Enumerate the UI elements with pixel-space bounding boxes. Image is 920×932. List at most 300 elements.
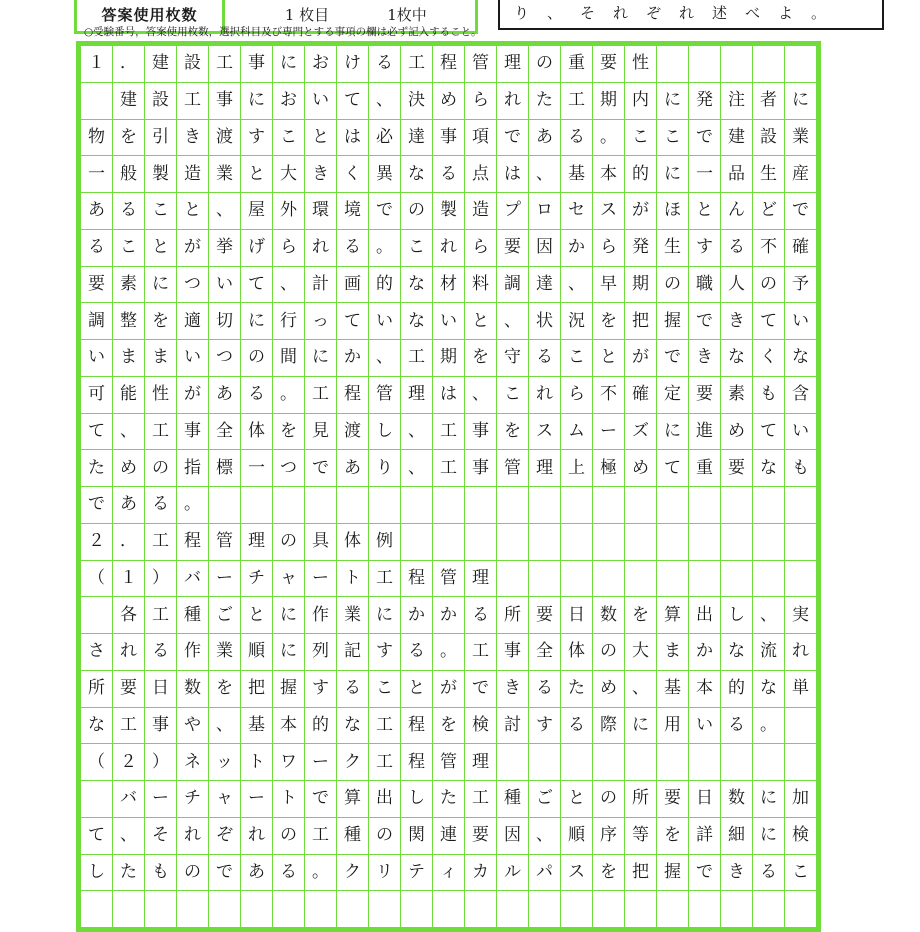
grid-cell: 事 [433,119,465,156]
grid-cell [561,523,593,560]
grid-cell: と [241,597,273,634]
grid-cell: 境 [337,193,369,230]
grid-cell: 種 [177,597,209,634]
grid-cell: 序 [593,817,625,854]
grid-cell [497,560,529,597]
grid-cell [785,560,817,597]
grid-cell: こ [145,193,177,230]
grid-cell: ト [337,560,369,597]
grid-cell: 種 [497,781,529,818]
grid-cell [81,82,113,119]
grid-cell: め [721,413,753,450]
grid-cell: 造 [465,193,497,230]
grid-cell: 、 [625,670,657,707]
grid-cell: 全 [529,634,561,671]
grid-cell: あ [337,450,369,487]
grid-cell: い [433,303,465,340]
grid-cell: し [401,781,433,818]
grid-cell: 工 [209,46,241,83]
grid-cell: 出 [369,781,401,818]
grid-cell [529,744,561,781]
grid-cell: ィ [433,854,465,891]
grid-cell: 日 [689,781,721,818]
grid-cell [529,487,561,524]
grid-cell: 業 [209,156,241,193]
grid-cell [625,744,657,781]
grid-cell: 工 [305,817,337,854]
grid-cell [273,891,305,928]
grid-cell [81,781,113,818]
grid-cell [689,560,721,597]
grid-cell: 点 [465,156,497,193]
grid-cell: な [401,303,433,340]
grid-cell: チ [241,560,273,597]
grid-row [81,781,817,818]
grid-cell [369,891,401,928]
grid-cell: 握 [273,670,305,707]
grid-cell: を [593,303,625,340]
grid-cell: を [113,119,145,156]
grid-cell [561,487,593,524]
grid-cell: ら [273,229,305,266]
grid-cell: ト [273,781,305,818]
grid-cell: に [273,46,305,83]
grid-cell: 見 [305,413,337,450]
grid-cell: と [241,156,273,193]
grid-cell [625,891,657,928]
grid-cell: 達 [401,119,433,156]
grid-cell: で [81,487,113,524]
grid-cell: あ [113,487,145,524]
grid-cell: 、 [401,450,433,487]
grid-cell [753,744,785,781]
grid-cell: か [433,597,465,634]
grid-cell: な [721,634,753,671]
grid-cell: か [337,340,369,377]
grid-cell: あ [209,376,241,413]
grid-cell: 、 [465,376,497,413]
grid-cell: を [145,303,177,340]
grid-cell: 、 [209,193,241,230]
grid-cell [657,560,689,597]
grid-cell: 達 [529,266,561,303]
grid-row [81,119,817,156]
grid-cell: っ [305,303,337,340]
grid-cell: な [337,707,369,744]
grid-cell [497,891,529,928]
grid-cell: め [625,450,657,487]
grid-cell: 工 [369,744,401,781]
grid-cell: が [177,229,209,266]
grid-cell: 工 [177,82,209,119]
grid-cell: 、 [209,707,241,744]
grid-cell: の [753,266,785,303]
grid-row [81,450,817,487]
grid-cell: 工 [561,82,593,119]
grid-cell: め [433,82,465,119]
grid-cell: ら [465,229,497,266]
grid-cell: は [337,119,369,156]
grid-cell [369,487,401,524]
grid-cell: 決 [401,82,433,119]
grid-cell: 加 [785,781,817,818]
grid-cell: て [241,266,273,303]
grid-cell: る [721,707,753,744]
grid-cell [625,523,657,560]
grid-cell: め [593,670,625,707]
grid-cell: の [657,266,689,303]
grid-cell: バ [113,781,145,818]
grid-cell: と [561,781,593,818]
grid-cell: の [273,817,305,854]
grid-cell [209,891,241,928]
grid-cell: に [657,156,689,193]
grid-cell [593,487,625,524]
grid-cell: 細 [721,817,753,854]
grid-cell [401,891,433,928]
grid-cell: る [529,670,561,707]
grid-cell: れ [305,229,337,266]
grid-cell: 数 [593,597,625,634]
grid-row [81,156,817,193]
grid-cell [785,891,817,928]
grid-cell: 挙 [209,229,241,266]
grid-cell: ） [145,560,177,597]
grid-cell: き [305,156,337,193]
grid-cell: ー [593,413,625,450]
grid-cell: 。 [273,376,305,413]
grid-row [81,817,817,854]
grid-cell: ま [657,634,689,671]
grid-cell: 要 [689,376,721,413]
grid-cell [689,46,721,83]
grid-cell: の [241,340,273,377]
grid-cell: る [81,229,113,266]
grid-cell: が [177,376,209,413]
grid-row [81,891,817,928]
grid-cell: 、 [113,817,145,854]
grid-cell [497,523,529,560]
grid-cell: 理 [465,744,497,781]
grid-cell [433,891,465,928]
grid-cell: で [305,781,337,818]
grid-row [81,193,817,230]
grid-cell: 発 [625,229,657,266]
grid-cell [721,46,753,83]
grid-cell: に [753,817,785,854]
grid-cell: 期 [625,266,657,303]
grid-cell: 大 [625,634,657,671]
grid-cell: を [273,413,305,450]
grid-cell: 性 [625,46,657,83]
grid-cell: ー [209,560,241,597]
grid-cell: 工 [465,634,497,671]
grid-cell [593,560,625,597]
grid-cell: 画 [337,266,369,303]
grid-cell: ク [337,744,369,781]
grid-cell: 管 [209,523,241,560]
grid-cell [209,487,241,524]
grid-cell: す [369,634,401,671]
grid-cell: 体 [241,413,273,450]
grid-cell: 数 [721,781,753,818]
grid-cell: 、 [369,82,401,119]
grid-cell: の [593,781,625,818]
grid-row [81,82,817,119]
grid-cell: 屋 [241,193,273,230]
grid-cell: 業 [209,634,241,671]
grid-row [81,303,817,340]
grid-cell: 切 [209,303,241,340]
grid-cell: で [305,450,337,487]
grid-cell: 業 [785,119,817,156]
grid-cell: 期 [593,82,625,119]
grid-cell: 注 [721,82,753,119]
grid-cell: で [689,854,721,891]
grid-cell: れ [177,817,209,854]
grid-cell: る [337,229,369,266]
grid-cell [721,744,753,781]
grid-cell [753,523,785,560]
sheet-number: 1 枚目 [284,5,330,24]
grid-cell: 的 [625,156,657,193]
grid-cell: く [753,340,785,377]
grid-cell: こ [785,854,817,891]
grid-cell: 、 [753,597,785,634]
grid-cell: 、 [113,413,145,450]
grid-cell: る [401,634,433,671]
grid-cell [177,891,209,928]
grid-cell: そ [145,817,177,854]
grid-cell: 工 [145,413,177,450]
grid-cell: 事 [177,413,209,450]
grid-cell: 用 [657,707,689,744]
grid-cell: す [305,670,337,707]
grid-cell: 含 [785,376,817,413]
grid-cell: か [561,229,593,266]
grid-cell: 引 [145,119,177,156]
grid-cell [81,891,113,928]
grid-row [81,560,817,597]
grid-cell: こ [497,376,529,413]
grid-cell: 管 [369,376,401,413]
grid-cell: 要 [81,266,113,303]
grid-cell: い [209,266,241,303]
grid-cell: る [113,193,145,230]
grid-cell: お [273,82,305,119]
grid-cell: 調 [81,303,113,340]
grid-cell [721,891,753,928]
grid-cell [529,891,561,928]
grid-cell: ． [113,46,145,83]
grid-cell: ル [497,854,529,891]
grid-cell: 指 [177,450,209,487]
grid-cell: 的 [305,707,337,744]
grid-cell: 作 [305,597,337,634]
grid-cell: 種 [337,817,369,854]
grid-cell: 設 [177,46,209,83]
grid-row [81,744,817,781]
grid-cell: 事 [497,634,529,671]
grid-cell: 理 [401,376,433,413]
grid-cell: ほ [657,193,689,230]
grid-cell: け [337,46,369,83]
grid-cell: と [689,193,721,230]
grid-cell: 、 [401,413,433,450]
grid-cell: 期 [433,340,465,377]
grid-cell: の [145,450,177,487]
grid-cell: つ [273,450,305,487]
grid-row [81,597,817,634]
grid-cell: と [465,303,497,340]
grid-cell: た [113,854,145,891]
grid-cell: が [625,193,657,230]
grid-cell: め [113,450,145,487]
grid-cell [433,487,465,524]
grid-cell: 算 [657,597,689,634]
grid-cell: も [753,376,785,413]
grid-cell: し [721,597,753,634]
grid-cell: は [497,156,529,193]
grid-cell: た [81,450,113,487]
grid-cell: な [753,670,785,707]
grid-row [81,266,817,303]
grid-cell: を [593,854,625,891]
grid-cell [785,744,817,781]
grid-cell: 環 [305,193,337,230]
grid-row [81,707,817,744]
grid-cell: 本 [689,670,721,707]
grid-cell: 製 [145,156,177,193]
grid-cell: に [273,634,305,671]
grid-cell: 状 [529,303,561,340]
grid-cell: に [241,303,273,340]
grid-cell: る [753,854,785,891]
grid-cell [305,487,337,524]
grid-cell: 生 [753,156,785,193]
grid-cell: 事 [145,707,177,744]
grid-cell: 日 [561,597,593,634]
grid-cell [785,46,817,83]
grid-cell: 程 [433,46,465,83]
grid-cell: 因 [497,817,529,854]
grid-cell: ー [241,781,273,818]
grid-cell: る [241,376,273,413]
grid-cell: に [305,340,337,377]
grid-cell: ス [593,193,625,230]
grid-cell: た [529,82,561,119]
grid-cell: 検 [465,707,497,744]
grid-cell: 所 [497,597,529,634]
grid-cell [241,891,273,928]
grid-cell [721,487,753,524]
grid-cell: 出 [689,597,721,634]
grid-cell: 渡 [209,119,241,156]
grid-cell: 重 [561,46,593,83]
grid-cell: い [785,303,817,340]
grid-cell: バ [177,560,209,597]
grid-cell: の [177,854,209,891]
grid-cell: が [625,340,657,377]
grid-cell: る [273,854,305,891]
grid-cell: 把 [625,303,657,340]
grid-cell: ム [561,413,593,450]
grid-cell: 等 [625,817,657,854]
grid-cell: 本 [593,156,625,193]
grid-cell: リ [369,854,401,891]
grid-cell: れ [433,229,465,266]
grid-cell [657,523,689,560]
grid-cell: 、 [529,817,561,854]
grid-cell: 理 [241,523,273,560]
grid-cell: 列 [305,634,337,671]
grid-cell: 素 [113,266,145,303]
grid-cell: る [337,670,369,707]
grid-cell: る [561,707,593,744]
grid-cell: 定 [657,376,689,413]
grid-cell: い [785,413,817,450]
grid-cell: 把 [625,854,657,891]
grid-cell [625,560,657,597]
grid-cell [753,560,785,597]
grid-cell: 料 [465,266,497,303]
grid-cell: つ [209,340,241,377]
grid-cell: 程 [337,376,369,413]
grid-cell: て [81,817,113,854]
grid-cell: ） [145,744,177,781]
grid-cell: な [401,266,433,303]
grid-cell: （ [81,744,113,781]
grid-cell: 事 [209,82,241,119]
grid-cell: 要 [113,670,145,707]
grid-cell: お [305,46,337,83]
grid-cell: 因 [529,229,561,266]
answer-grid [76,41,821,932]
grid-cell: 工 [401,340,433,377]
grid-cell: 標 [209,450,241,487]
grid-cell: て [81,413,113,450]
grid-cell: に [625,707,657,744]
grid-cell [593,523,625,560]
grid-cell: の [401,193,433,230]
grid-row [81,229,817,266]
grid-cell: ー [305,560,337,597]
grid-cell: 工 [433,413,465,450]
grid-cell: も [145,854,177,891]
grid-cell: に [657,82,689,119]
grid-cell: 本 [273,707,305,744]
grid-cell: と [401,670,433,707]
grid-cell: １ [113,560,145,597]
grid-cell: 算 [337,781,369,818]
grid-cell: 間 [273,340,305,377]
grid-cell: 項 [465,119,497,156]
grid-cell: と [593,340,625,377]
answer-grid-body [81,46,817,928]
grid-cell: く [337,156,369,193]
grid-cell: で [657,340,689,377]
grid-cell: 工 [465,781,497,818]
grid-cell: 作 [177,634,209,671]
grid-cell: で [465,670,497,707]
grid-cell: 内 [625,82,657,119]
grid-cell: 、 [369,340,401,377]
grid-cell: い [177,340,209,377]
grid-cell: セ [561,193,593,230]
grid-cell: 工 [369,560,401,597]
grid-row [81,46,817,83]
grid-cell: 基 [657,670,689,707]
